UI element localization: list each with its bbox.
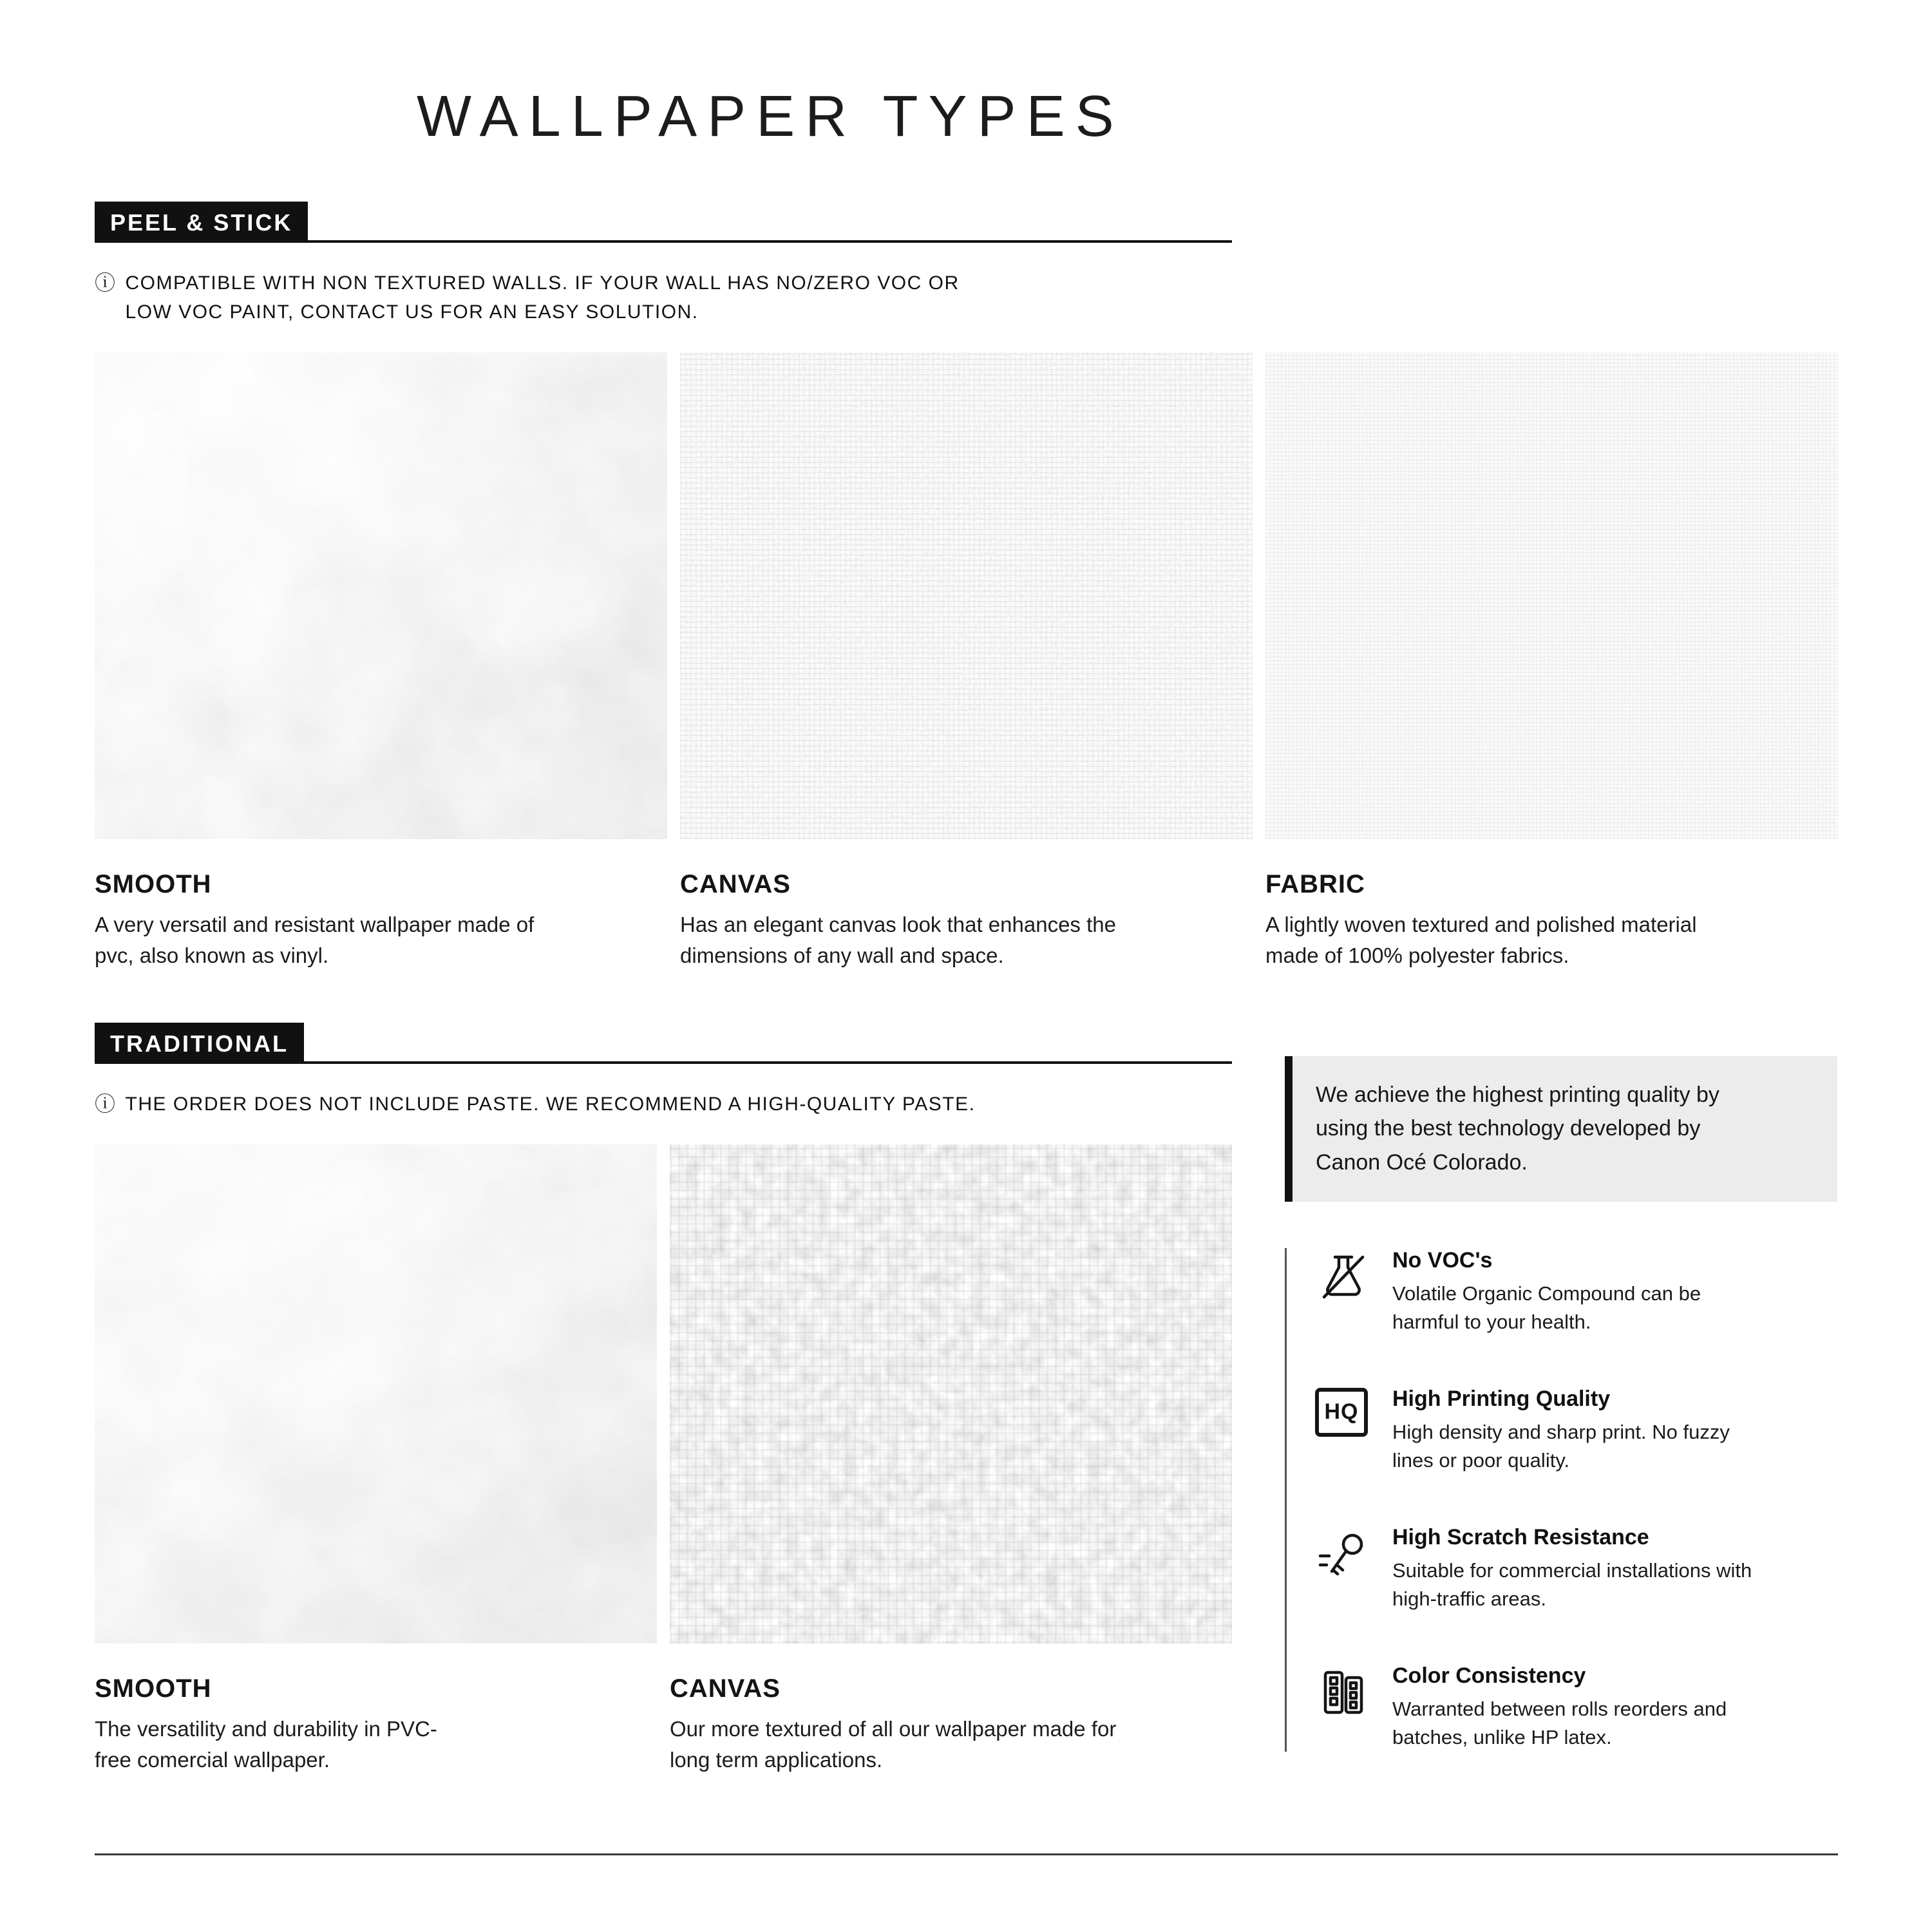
- feature-title: High Scratch Resistance: [1392, 1524, 1649, 1549]
- feature-title: High Printing Quality: [1392, 1386, 1611, 1411]
- swatch-name: SMOOTH: [95, 1674, 212, 1703]
- bottom-divider: [95, 1853, 1838, 1855]
- swatch-description: Our more textured of all our wallpaper made for long term applications.: [670, 1716, 1117, 1772]
- traditional-section: [95, 1023, 1232, 1776]
- feature-high-scratch-resistance: [1315, 1525, 1837, 1613]
- no-voc-icon: [1315, 1248, 1376, 1336]
- swatch-name: SMOOTH: [95, 870, 212, 898]
- page-title: WALLPAPER TYPES: [417, 84, 1124, 149]
- hq-icon: [1315, 1387, 1376, 1475]
- feature-title: Color Consistency: [1392, 1663, 1586, 1688]
- feature-body: [1392, 1387, 1753, 1475]
- swatch-card-traditional-canvas: [670, 1144, 1232, 1776]
- feature-title: No VOC's: [1392, 1247, 1493, 1273]
- section-tag-peel-stick: PEEL & STICK: [95, 202, 308, 243]
- swatch-image-traditional-smooth: [95, 1144, 657, 1643]
- texture-shade: [95, 352, 667, 839]
- swatch-card-traditional-smooth: [95, 1144, 657, 1776]
- section-header-traditional: [95, 1023, 1232, 1064]
- traditional-note: [95, 1090, 1232, 1119]
- swatch-image-peel-canvas: [680, 352, 1253, 839]
- feature-list: [1285, 1248, 1837, 1752]
- lower-band: [95, 1023, 1838, 1776]
- section-rule-traditional: [304, 1061, 1232, 1064]
- color-consistency-icon: [1315, 1663, 1376, 1752]
- swatch-description: The versatility and durability in PVC-free comercial wallpaper.: [95, 1716, 437, 1772]
- feature-body: [1392, 1663, 1753, 1752]
- feature-description: High density and sharp print. No fuzzy lines or poor quality.: [1392, 1420, 1730, 1472]
- swatch-name: FABRIC: [1265, 870, 1365, 898]
- info-icon: ⓘ: [95, 1092, 117, 1115]
- feature-description: Suitable for commercial installations with high-traffic areas.: [1392, 1558, 1752, 1610]
- section-rule-peel-stick: [308, 240, 1232, 243]
- texture-weave: [1265, 352, 1838, 839]
- feature-no-voc: [1315, 1248, 1837, 1336]
- texture-weave: [670, 1144, 1232, 1643]
- swatch-image-peel-fabric: [1265, 352, 1838, 839]
- section-header-peel-stick: [95, 202, 1232, 243]
- quality-statement-text: We achieve the highest printing quality by using the best technology developed by Canon Océ Colorado.: [1316, 1082, 1719, 1175]
- swatch-description: A very versatil and resistant wallpaper made of pvc, also known as vinyl.: [95, 913, 535, 967]
- quality-panel: [1285, 1023, 1837, 1752]
- swatch-image-traditional-canvas: [670, 1144, 1232, 1643]
- texture-weave: [680, 352, 1253, 839]
- texture-shade: [95, 1144, 657, 1643]
- traditional-swatch-grid: [95, 1144, 1232, 1776]
- swatch-description: A lightly woven textured and polished material made of 100% polyester fabrics.: [1265, 913, 1697, 967]
- swatch-card-peel-smooth: [95, 352, 667, 971]
- quality-statement-box: [1285, 1056, 1837, 1202]
- info-icon: ⓘ: [95, 271, 117, 294]
- peel-stick-note: [95, 269, 1838, 327]
- feature-description: Warranted between rolls reorders and batches, unlike HP latex.: [1392, 1697, 1727, 1748]
- feature-description: Volatile Organic Compound can be harmful to your health.: [1392, 1282, 1701, 1333]
- swatch-name: CANVAS: [670, 1674, 781, 1703]
- scratch-resistance-icon: [1315, 1525, 1376, 1613]
- traditional-note-text: THE ORDER DOES NOT INCLUDE PASTE. WE RECOMMEND A HIGH-QUALITY PASTE.: [125, 1093, 976, 1115]
- swatch-card-peel-fabric: [1265, 352, 1838, 971]
- feature-color-consistency: [1315, 1663, 1837, 1752]
- peel-stick-swatch-grid: [95, 352, 1838, 971]
- swatch-name: CANVAS: [680, 870, 791, 898]
- swatch-description: Has an elegant canvas look that enhances the dimensions of any wall and space.: [680, 913, 1116, 967]
- section-tag-traditional: TRADITIONAL: [95, 1023, 304, 1064]
- feature-body: [1392, 1525, 1753, 1613]
- swatch-card-peel-canvas: [680, 352, 1253, 971]
- feature-high-printing-quality: [1315, 1387, 1837, 1475]
- swatch-image-peel-smooth: [95, 352, 667, 839]
- hq-icon-box: HQ: [1315, 1388, 1368, 1437]
- feature-body: [1392, 1248, 1753, 1336]
- peel-stick-note-text: COMPATIBLE WITH NON TEXTURED WALLS. IF YOUR WALL HAS NO/ZERO VOC OR LOW VOC PAINT, CONTACT US FOR AN EASY SOLUTION.: [125, 272, 960, 323]
